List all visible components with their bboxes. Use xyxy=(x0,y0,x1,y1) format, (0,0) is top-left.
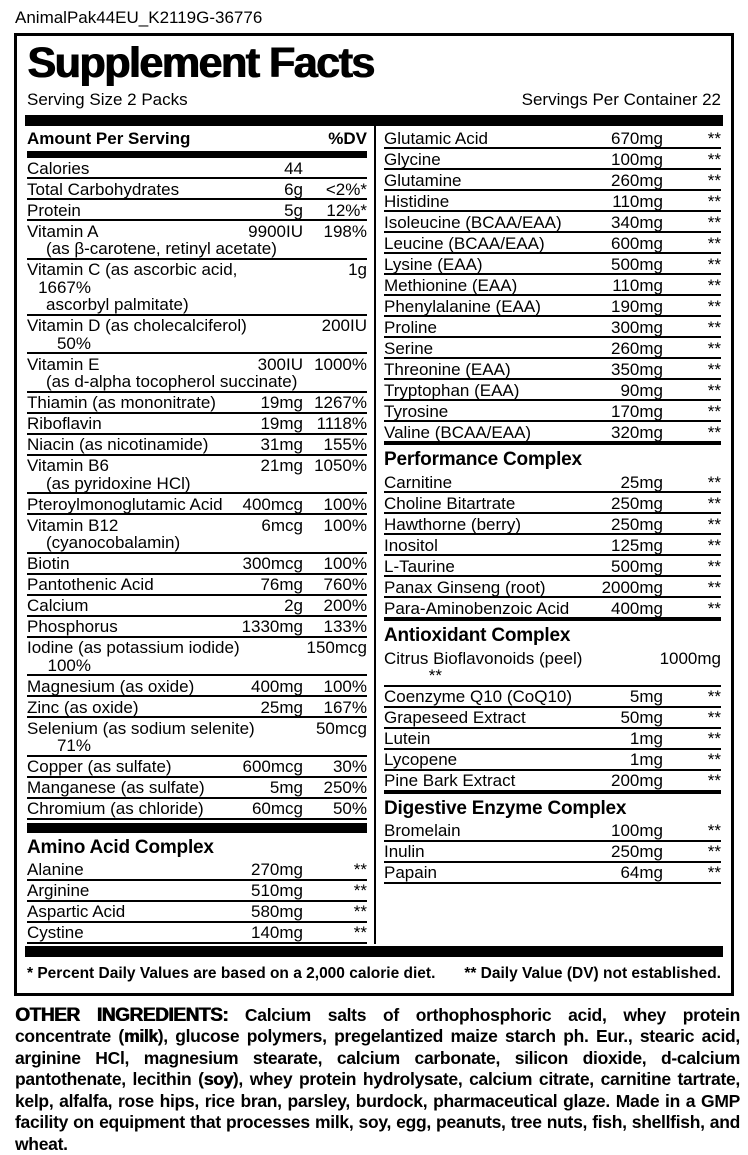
nutrient-dv: ** xyxy=(663,298,721,316)
nutrient-row xyxy=(27,515,367,554)
nutrient-name: Zinc (as oxide) xyxy=(27,699,229,717)
nutrient-row xyxy=(384,842,721,863)
nutrient-dv: ** xyxy=(663,600,721,618)
amino-complex-bar xyxy=(27,823,367,833)
nutrient-amount: 260mg xyxy=(575,172,663,190)
nutrient-row xyxy=(384,254,721,275)
nutrient-row xyxy=(384,687,721,708)
nutrient-row xyxy=(384,514,721,535)
nutrient-name: Citrus Bioflavonoids (peel) xyxy=(384,650,633,668)
nutrient-name: Pteroylmonoglutamic Acid xyxy=(27,496,229,514)
section-title-digestive-enzyme-complex: Digestive Enzyme Complex xyxy=(384,792,721,821)
nutrient-columns xyxy=(25,126,723,944)
nutrient-row xyxy=(384,472,721,493)
nutrient-name: Biotin xyxy=(27,555,229,573)
nutrient-dv: ** xyxy=(303,903,367,921)
nutrient-dv: ** xyxy=(663,516,721,534)
nutrient-name: Lysine (EAA) xyxy=(384,256,575,274)
nutrient-dv: ** xyxy=(663,558,721,576)
nutrient-amount: 2000mg xyxy=(575,579,663,597)
amino-acid-rows-continued xyxy=(384,128,721,443)
nutrient-amount: 64mg xyxy=(575,864,663,882)
nutrient-amount: 270mg xyxy=(229,861,303,879)
nutrient-amount: 100mg xyxy=(575,151,663,169)
nutrient-dv: 155% xyxy=(303,436,367,454)
performance-complex-rows xyxy=(384,472,721,619)
nutrient-name: Aspartic Acid xyxy=(27,903,229,921)
nutrient-dv: 100% xyxy=(303,496,367,514)
nutrient-name: Arginine xyxy=(27,882,229,900)
nutrient-dv: ** xyxy=(303,882,367,900)
nutrient-dv: ** xyxy=(663,495,721,513)
nutrient-name: Para-Aminobenzoic Acid xyxy=(384,600,575,618)
nutrient-amount: 600mcg xyxy=(229,758,303,776)
nutrient-dv: ** xyxy=(663,130,721,148)
nutrient-name: Threonine (EAA) xyxy=(384,361,575,379)
nutrient-sub: ascorbyl palmitate) xyxy=(27,296,367,314)
nutrient-name: Isoleucine (BCAA/EAA) xyxy=(384,214,575,232)
nutrient-name: Carnitine xyxy=(384,474,575,492)
nutrient-amount: 6g xyxy=(229,181,303,199)
nutrient-row xyxy=(27,393,367,414)
nutrient-name: Vitamin E xyxy=(27,356,229,374)
nutrient-amount: 580mg xyxy=(229,903,303,921)
nutrient-name: Phosphorus xyxy=(27,618,229,636)
nutrient-dv: 100% xyxy=(303,678,367,696)
nutrient-name: Vitamin A xyxy=(27,223,229,241)
nutrient-amount: 5mg xyxy=(229,779,303,797)
nutrient-amount: 50mcg xyxy=(293,720,367,738)
nutrient-name: Chromium (as chloride) xyxy=(27,800,229,818)
amino-acid-rows xyxy=(27,860,367,944)
nutrient-amount: 90mg xyxy=(575,382,663,400)
nutrient-dv: ** xyxy=(663,193,721,211)
nutrient-dv: 71% xyxy=(27,737,91,755)
nutrient-dv: ** xyxy=(663,688,721,706)
nutrient-amount: 250mg xyxy=(575,495,663,513)
nutrient-sub: (as β-carotene, retinyl acetate) xyxy=(27,240,367,258)
nutrient-dv: ** xyxy=(663,537,721,555)
nutrient-dv: 12%* xyxy=(303,202,367,220)
nutrient-amount: 250mg xyxy=(575,516,663,534)
nutrient-amount: 60mcg xyxy=(229,800,303,818)
nutrient-name: Hawthorne (berry) xyxy=(384,516,575,534)
nutrient-dv: ** xyxy=(663,172,721,190)
nutrient-amount: 25mg xyxy=(229,699,303,717)
nutrient-name: Glutamine xyxy=(384,172,575,190)
nutrient-name: Tyrosine xyxy=(384,403,575,421)
nutrient-amount: 1g xyxy=(293,261,367,279)
nutrient-amount: 260mg xyxy=(575,340,663,358)
nutrient-amount: 600mg xyxy=(575,235,663,253)
other-ingredients xyxy=(15,1005,740,1155)
nutrient-dv: 1267% xyxy=(303,394,367,412)
nutrient-dv: 1050% xyxy=(303,457,367,475)
nutrient-row xyxy=(27,676,367,697)
nutrient-row xyxy=(27,554,367,575)
footnotes xyxy=(25,957,723,993)
nutrient-dv: 133% xyxy=(303,618,367,636)
nutrient-row xyxy=(384,648,721,687)
nutrient-amount: 140mg xyxy=(229,924,303,942)
nutrient-row xyxy=(384,598,721,619)
nutrient-row xyxy=(384,275,721,296)
nutrient-name: Thiamin (as mononitrate) xyxy=(27,394,229,412)
nutrient-amount: 400mg xyxy=(229,678,303,696)
nutrient-row xyxy=(27,718,367,757)
section-title-amino-acid-complex: Amino Acid Complex xyxy=(27,833,367,860)
nutrient-row xyxy=(27,575,367,596)
nutrient-name: Pantothenic Acid xyxy=(27,576,229,594)
nutrient-dv: 167% xyxy=(303,699,367,717)
nutrient-amount: 110mg xyxy=(575,277,663,295)
nutrient-row xyxy=(27,179,367,200)
section-title-performance-complex: Performance Complex xyxy=(384,443,721,472)
nutrient-dv: ** xyxy=(663,751,721,769)
vitamin-mineral-rows xyxy=(27,158,367,820)
nutrient-amount: 2g xyxy=(229,597,303,615)
nutrient-row xyxy=(384,493,721,514)
nutrient-dv: ** xyxy=(663,772,721,790)
nutrient-row xyxy=(27,638,367,677)
serving-size: Serving Size 2 Packs xyxy=(27,90,188,109)
nutrient-name: Alanine xyxy=(27,861,229,879)
footnote-dv-not-established: ** Daily Value (DV) not established. xyxy=(464,965,721,983)
nutrient-name: Calcium xyxy=(27,597,229,615)
nutrient-name: Inulin xyxy=(384,843,575,861)
nutrient-amount: 500mg xyxy=(575,256,663,274)
nutrient-row xyxy=(27,158,367,179)
nutrient-amount: 350mg xyxy=(575,361,663,379)
nutrient-amount: 19mg xyxy=(229,415,303,433)
nutrient-row xyxy=(384,191,721,212)
nutrient-amount: 1mg xyxy=(575,751,663,769)
panel-title: Supplement Facts xyxy=(27,40,723,86)
nutrient-row xyxy=(384,821,721,842)
nutrient-name: Calories xyxy=(27,160,229,178)
nutrient-name: Iodine (as potassium iodide) xyxy=(27,639,293,657)
left-column xyxy=(25,126,374,944)
nutrient-row xyxy=(27,799,367,820)
nutrient-row xyxy=(27,316,367,355)
nutrient-amount: 340mg xyxy=(575,214,663,232)
nutrient-name: Riboflavin xyxy=(27,415,229,433)
nutrient-amount: 150mcg xyxy=(293,639,367,657)
nutrient-row xyxy=(384,380,721,401)
nutrient-row xyxy=(27,697,367,718)
nutrient-amount: 510mg xyxy=(229,882,303,900)
nutrient-name: Vitamin B12 xyxy=(27,517,229,535)
nutrient-name: Inositol xyxy=(384,537,575,555)
nutrient-amount: 31mg xyxy=(229,436,303,454)
nutrient-row xyxy=(384,401,721,422)
nutrient-row xyxy=(384,556,721,577)
nutrient-dv: ** xyxy=(663,340,721,358)
nutrient-dv: 1118% xyxy=(303,415,367,433)
nutrient-row xyxy=(384,771,721,792)
nutrient-dv: ** xyxy=(663,319,721,337)
nutrient-dv: ** xyxy=(663,843,721,861)
nutrient-row xyxy=(27,860,367,881)
nutrient-dv: ** xyxy=(663,382,721,400)
nutrient-row xyxy=(384,750,721,771)
nutrient-amount: 5mg xyxy=(575,688,663,706)
nutrient-amount: 110mg xyxy=(575,193,663,211)
nutrient-row xyxy=(27,456,367,495)
nutrient-name: Protein xyxy=(27,202,229,220)
nutrient-amount: 100mg xyxy=(575,822,663,840)
nutrient-row xyxy=(27,494,367,515)
nutrient-dv: ** xyxy=(384,667,442,685)
servings-per-container: Servings Per Container 22 xyxy=(522,90,721,109)
nutrient-name: Vitamin C (as ascorbic acid, xyxy=(27,261,293,279)
nutrient-name: Valine (BCAA/EAA) xyxy=(384,424,575,442)
nutrient-row xyxy=(27,200,367,221)
nutrient-amount: 300mg xyxy=(575,319,663,337)
nutrient-name: Vitamin B6 xyxy=(27,457,229,475)
nutrient-name: Histidine xyxy=(384,193,575,211)
nutrient-row xyxy=(27,221,367,260)
nutrient-row xyxy=(384,128,721,149)
nutrient-amount: 190mg xyxy=(575,298,663,316)
nutrient-amount: 1mg xyxy=(575,730,663,748)
nutrient-row xyxy=(27,778,367,799)
nutrient-dv: ** xyxy=(663,214,721,232)
nutrient-name: Lutein xyxy=(384,730,575,748)
nutrient-dv xyxy=(303,160,367,178)
nutrient-row xyxy=(27,596,367,617)
nutrient-row xyxy=(27,757,367,778)
nutrient-row xyxy=(384,212,721,233)
nutrient-amount: 1330mg xyxy=(229,618,303,636)
nutrient-row xyxy=(27,617,367,638)
nutrient-amount: 19mg xyxy=(229,394,303,412)
nutrient-dv: 50% xyxy=(27,335,91,353)
nutrient-dv: ** xyxy=(663,822,721,840)
nutrient-row xyxy=(384,535,721,556)
nutrient-amount: 9900IU xyxy=(229,223,303,241)
nutrient-dv: 50% xyxy=(303,800,367,818)
nutrient-name: Lycopene xyxy=(384,751,575,769)
nutrient-name: Manganese (as sulfate) xyxy=(27,779,229,797)
nutrient-name: Proline xyxy=(384,319,575,337)
nutrient-row xyxy=(384,149,721,170)
header-bar xyxy=(25,115,723,126)
nutrient-row xyxy=(27,881,367,902)
nutrient-row xyxy=(384,317,721,338)
nutrient-amount: 200IU xyxy=(293,317,367,335)
nutrient-name: Tryptophan (EAA) xyxy=(384,382,575,400)
nutrient-dv: ** xyxy=(663,424,721,442)
nutrient-row xyxy=(384,729,721,750)
nutrient-name: Grapeseed Extract xyxy=(384,709,575,727)
nutrient-name: Papain xyxy=(384,864,575,882)
nutrient-name: Methionine (EAA) xyxy=(384,277,575,295)
nutrient-amount: 200mg xyxy=(575,772,663,790)
nutrient-row xyxy=(384,233,721,254)
nutrient-dv: ** xyxy=(663,579,721,597)
nutrient-dv: ** xyxy=(663,256,721,274)
nutrient-dv: ** xyxy=(663,864,721,882)
nutrient-dv: 100% xyxy=(27,657,91,675)
nutrient-row xyxy=(27,414,367,435)
footnote-daily-values: * Percent Daily Values are based on a 2,000 calorie diet. xyxy=(27,965,435,983)
nutrient-name: Coenzyme Q10 (CoQ10) xyxy=(384,688,575,706)
nutrient-row xyxy=(384,338,721,359)
nutrient-sub: (cyanocobalamin) xyxy=(27,534,367,552)
nutrient-row xyxy=(384,422,721,443)
nutrient-dv: ** xyxy=(663,235,721,253)
nutrient-name: Pine Bark Extract xyxy=(384,772,575,790)
nutrient-amount: 400mg xyxy=(575,600,663,618)
nutrient-name: Selenium (as sodium selenite) xyxy=(27,720,293,738)
nutrient-dv: ** xyxy=(303,924,367,942)
nutrient-amount: 1000mg xyxy=(633,650,721,668)
nutrient-dv: 198% xyxy=(303,223,367,241)
nutrient-name: L-Taurine xyxy=(384,558,575,576)
footnote-bar xyxy=(25,946,723,957)
nutrient-amount: 320mg xyxy=(575,424,663,442)
nutrient-row xyxy=(27,923,367,944)
serving-row xyxy=(25,88,723,115)
nutrient-row xyxy=(27,902,367,923)
nutrient-dv: <2%* xyxy=(303,181,367,199)
nutrient-dv: 100% xyxy=(303,555,367,573)
nutrient-dv: 1000% xyxy=(303,356,367,374)
amount-per-serving-label: Amount Per Serving xyxy=(27,130,190,148)
nutrient-amount: 5g xyxy=(229,202,303,220)
antioxidant-complex-rows xyxy=(384,648,721,792)
nutrient-amount: 25mg xyxy=(575,474,663,492)
nutrient-row xyxy=(384,359,721,380)
nutrient-sub: (as pyridoxine HCl) xyxy=(27,475,367,493)
nutrient-row xyxy=(384,577,721,598)
nutrient-dv: ** xyxy=(663,403,721,421)
nutrient-amount: 44 xyxy=(229,160,303,178)
nutrient-dv: 100% xyxy=(303,517,367,535)
nutrient-dv: ** xyxy=(663,151,721,169)
nutrient-amount: 76mg xyxy=(229,576,303,594)
amount-per-serving-header xyxy=(27,128,367,151)
nutrient-amount: 50mg xyxy=(575,709,663,727)
nutrient-row xyxy=(384,296,721,317)
nutrient-dv: 760% xyxy=(303,576,367,594)
nutrient-row xyxy=(27,260,367,316)
nutrient-name: Panax Ginseng (root) xyxy=(384,579,575,597)
nutrient-name: Copper (as sulfate) xyxy=(27,758,229,776)
nutrient-amount: 125mg xyxy=(575,537,663,555)
nutrient-row xyxy=(27,435,367,456)
doc-id: AnimalPak44EU_K2119G-36776 xyxy=(0,0,748,33)
nutrient-dv: 200% xyxy=(303,597,367,615)
nutrient-row xyxy=(384,170,721,191)
nutrient-name: Total Carbohydrates xyxy=(27,181,229,199)
right-column xyxy=(374,126,723,944)
nutrient-name: Leucine (BCAA/EAA) xyxy=(384,235,575,253)
nutrient-amount: 21mg xyxy=(229,457,303,475)
nutrient-dv: ** xyxy=(303,861,367,879)
nutrient-name: Vitamin D (as cholecalciferol) xyxy=(27,317,293,335)
nutrient-row xyxy=(384,708,721,729)
other-ingredients-label: OTHER INGREDIENTS: xyxy=(15,1005,228,1026)
other-ingredients-text: Calcium salts of orthophosphoric acid, whey protein concentrate (milk), glucose polymers, pregelantized maize starch ph. Eur., stearic acid, arginine HCl, magnesium stearate, calcium carbonate, silicon dioxide, d-calcium pantothenate, lecithin (soy), whey protein hydrolysate, calcium citrate, carnitine tartrate, kelp, alfalfa, rose hips, rice bran, parsley, burdock, pharmaceutical glaze. Made in a GMP facility on equipment that processes milk, soy, egg, peanuts, tree nuts, fish, shellfish, and wheat. xyxy=(15,1005,740,1154)
nutrient-dv: ** xyxy=(663,709,721,727)
nutrient-amount: 300mcg xyxy=(229,555,303,573)
nutrient-name: Choline Bitartrate xyxy=(384,495,575,513)
nutrient-dv: ** xyxy=(663,361,721,379)
header-underline-bar xyxy=(27,151,367,158)
nutrient-name: Phenylalanine (EAA) xyxy=(384,298,575,316)
nutrient-name: Glycine xyxy=(384,151,575,169)
nutrient-dv: 30% xyxy=(303,758,367,776)
nutrient-sub: (as d-alpha tocopherol succinate) xyxy=(27,373,367,391)
nutrient-name: Serine xyxy=(384,340,575,358)
nutrient-dv: ** xyxy=(663,730,721,748)
nutrient-name: Bromelain xyxy=(384,822,575,840)
section-title-antioxidant-complex: Antioxidant Complex xyxy=(384,619,721,648)
nutrient-row xyxy=(384,863,721,884)
nutrient-amount: 170mg xyxy=(575,403,663,421)
nutrient-amount: 670mg xyxy=(575,130,663,148)
nutrient-dv: 250% xyxy=(303,779,367,797)
nutrient-dv: ** xyxy=(663,474,721,492)
nutrient-amount: 6mcg xyxy=(229,517,303,535)
nutrient-name: Magnesium (as oxide) xyxy=(27,678,229,696)
nutrient-row xyxy=(27,354,367,393)
digestive-enzyme-rows xyxy=(384,821,721,884)
dv-header-label: %DV xyxy=(328,130,367,148)
nutrient-amount: 300IU xyxy=(229,356,303,374)
nutrient-dv: ** xyxy=(663,277,721,295)
nutrient-amount: 400mcg xyxy=(229,496,303,514)
supplement-facts-panel xyxy=(14,33,734,996)
nutrient-amount: 250mg xyxy=(575,843,663,861)
nutrient-amount: 500mg xyxy=(575,558,663,576)
nutrient-name: Niacin (as nicotinamide) xyxy=(27,436,229,454)
nutrient-dv: 1667% xyxy=(27,279,91,297)
nutrient-name: Glutamic Acid xyxy=(384,130,575,148)
nutrient-name: Cystine xyxy=(27,924,229,942)
